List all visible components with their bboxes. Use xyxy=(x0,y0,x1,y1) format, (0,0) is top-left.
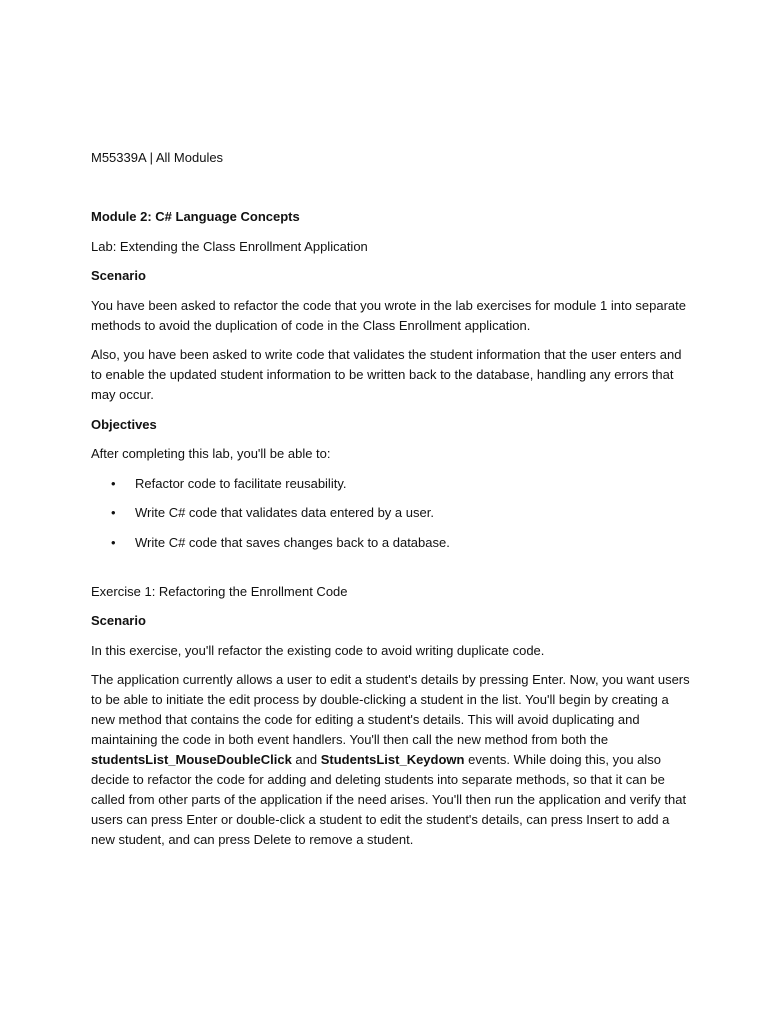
objectives-intro: After completing this lab, you'll be able to: xyxy=(91,446,331,461)
handler-name: StudentsList_Keydown xyxy=(320,752,465,767)
lab-title: Lab: Extending the Class Enrollment Application xyxy=(91,238,368,254)
objectives-list xyxy=(91,474,691,553)
handler-name: studentsList_MouseDoubleClick xyxy=(91,752,292,767)
exercise-body-text: The application currently allows a user to edit a student's details by pressing Enter. Now, you want users to be able to initiate the edit process by double-clicking a student in the list. You'll begin by creating a new method that contains the code for editing a student's details. This will avoid duplicating and maintaining the code in both event handlers. You'll then call the new method from both the xyxy=(91,672,690,747)
lab-scenario-heading: Scenario xyxy=(91,268,146,283)
bullet-icon: • xyxy=(111,505,116,520)
bullet-icon: • xyxy=(111,475,116,491)
bullet-icon: • xyxy=(111,534,116,550)
document-page xyxy=(91,148,691,860)
course-code: M55339A xyxy=(91,150,146,165)
exercise-intro: In this exercise, you'll refactor the existing code to avoid writing duplicate code. xyxy=(91,642,545,658)
exercise-body xyxy=(91,670,691,850)
objectives-heading: Objectives xyxy=(91,416,157,432)
objective-text: Write C# code that saves changes back to a database. xyxy=(135,534,450,550)
exercise-title: Exercise 1: Refactoring the Enrollment Code xyxy=(91,583,348,599)
list-item xyxy=(91,474,691,494)
objective-text: Write C# code that validates data entered by a user. xyxy=(135,505,434,520)
list-item xyxy=(91,503,691,523)
exercise-scenario-heading: Scenario xyxy=(91,613,146,628)
list-item xyxy=(91,533,691,553)
exercise-body-text: events. While doing this, you also decide to refactor the code for adding and deleting students into separate methods, so that it can be called from other parts of the application if the need arises. You'll then run the application and verify that users can press Enter or double-click a student to edit the student's details, can press Insert to add a new student, and can press Delete to remove a student. xyxy=(91,752,687,847)
header-section: All Modules xyxy=(155,150,224,165)
header-separator: | xyxy=(149,150,153,165)
exercise-body-text: and xyxy=(291,752,321,767)
lab-scenario-paragraph: You have been asked to refactor the code that you wrote in the lab exercises for module 1 into separate methods to avoid the duplication of code in the Class Enrollment application. xyxy=(91,297,687,333)
document-header xyxy=(91,148,691,168)
objective-text: Refactor code to facilitate reusability. xyxy=(135,475,347,491)
lab-scenario-paragraph: Also, you have been asked to write code that validates the student information that the user enters and to enable the updated student information to be written back to the database, handling any errors that may occur. xyxy=(91,347,682,402)
module-title: Module 2: C# Language Concepts xyxy=(91,209,300,224)
